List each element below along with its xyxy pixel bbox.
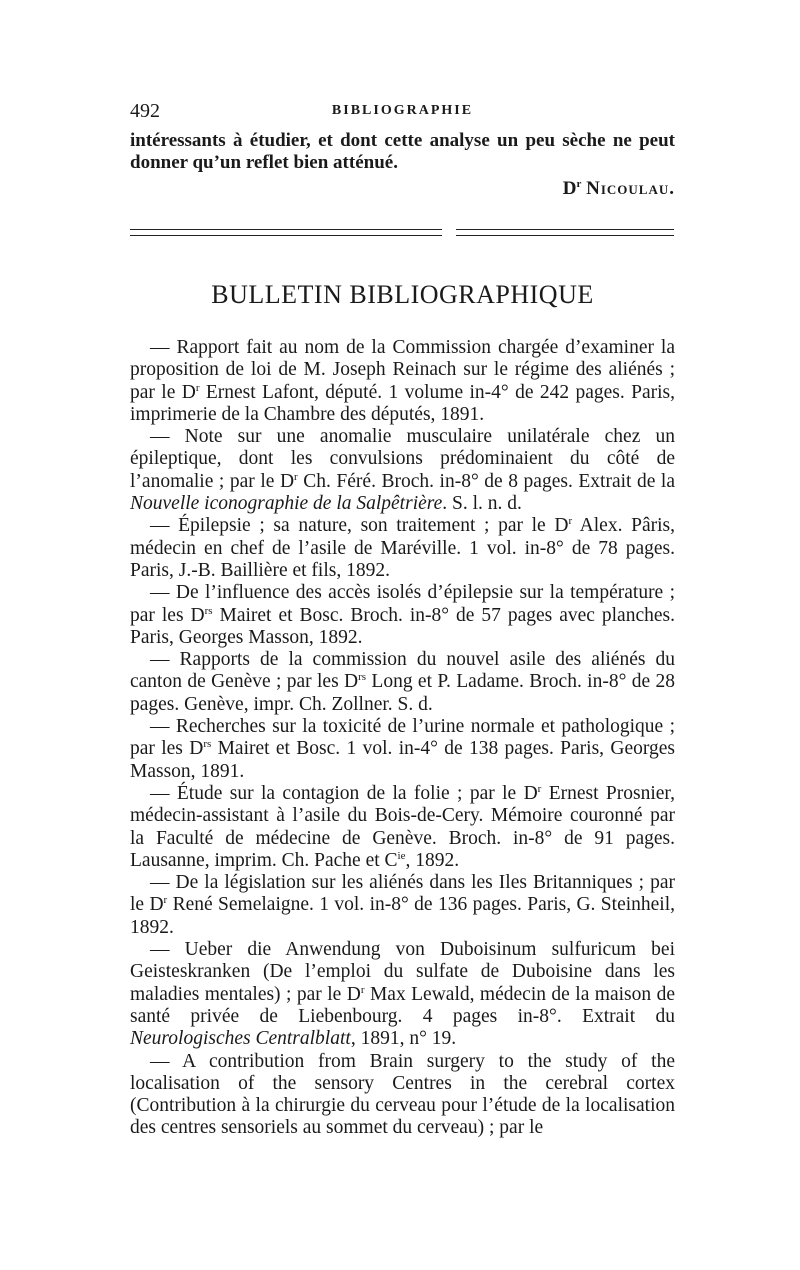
- bibliography-entries: [130, 337, 675, 1140]
- entry-superscript: r: [360, 983, 365, 996]
- signature: [563, 178, 675, 200]
- bibliography-entry: [130, 716, 675, 783]
- entry-text: Mairet et Bosc. Broch. in-8° de 57 pages avec planches. Paris, Georges Masson, 1892.: [130, 604, 675, 648]
- bibliography-entry: [130, 939, 675, 1050]
- entry-text: — Ueber die Anwendung von Duboisinum sulfuricum bei Geisteskranken (De l’emploi du sulfate de Duboisine dans les maladies mentales) ; par le D: [130, 939, 675, 1005]
- entry-text: — Rapports de la commission du nouvel asile des aliénés du canton de Genève ; par les D: [130, 649, 675, 693]
- entry-superscript: r: [195, 381, 200, 394]
- entry-superscript: rs: [358, 671, 367, 684]
- entry-text: Ernest Prosnier, médecin-assistant à l’asile du Bois-de-Cery. Mémoire couronné par la Faculté de médecine de Genève. Broch. in-8° de 91 pages. Lausanne, imprim. Ch. Pache et C: [130, 782, 676, 871]
- page-number: 492: [130, 100, 160, 122]
- entry-text: — Étude sur la contagion de la folie ; par le D: [150, 782, 538, 804]
- entry-text: — Recherches sur la toxicité de l’urine normale et pathologique ; par les D: [130, 716, 675, 760]
- entry-text: — Note sur une anomalie musculaire unilatérale chez un épileptique, dont les convulsions prédominaient du côté de l’anomalie ; par le D: [130, 426, 675, 492]
- entry-superscript: r: [163, 894, 168, 907]
- bibliography-entry: [130, 1051, 675, 1140]
- double-rule-right: [456, 229, 674, 236]
- entry-text: , 1891, n° 19.: [350, 1028, 457, 1050]
- entry-text: Ch. Féré. Broch. in-8° de 8 pages. Extrait de la: [297, 470, 675, 492]
- entry-text: — Épilepsie ; sa nature, son traitement ; par le D: [150, 515, 569, 537]
- entry-text: René Semelaigne. 1 vol. in-8° de 136 pages. Paris, G. Steinheil, 1892.: [130, 894, 676, 938]
- entry-text: — A contribution from Brain surgery to the study of the localisation of the sensory Centres in the cerebral cortex (Contribution à la chirurgie du cerveau pour l’étude de la localisation des centres sensoriels au sommet du cerveau) ; par le: [130, 1050, 675, 1139]
- entry-superscript: rs: [204, 604, 213, 617]
- bibliography-entry: [130, 649, 675, 716]
- section-title: BULLETIN BIBLIOGRAPHIQUE: [211, 280, 594, 309]
- entry-text: — Rapport fait au nom de la Commission chargée d’examiner la proposition de loi de M. Joseph Reinach sur le régime des aliénés ; par le D: [130, 337, 675, 403]
- entry-text: Mairet et Bosc. 1 vol. in-4° de 138 pages. Paris, Georges Masson, 1891.: [130, 738, 675, 782]
- page-header: [130, 100, 675, 124]
- entry-italic-title: Nouvelle iconographie de la Salpêtrière: [130, 493, 443, 515]
- entry-superscript: r: [568, 515, 573, 528]
- entry-text: — De l’influence des accès isolés d’épilepsie sur la température ; par les D: [130, 582, 675, 626]
- bibliography-entry: [130, 426, 675, 515]
- bibliography-entry: [130, 337, 675, 426]
- signature-prefix: D: [562, 178, 577, 199]
- bibliography-entry: [130, 783, 675, 872]
- signature-name: Nicoulau.: [586, 178, 675, 199]
- entry-text: , 1892.: [405, 849, 460, 871]
- entry-text: Ernest Lafont, député. 1 volume in-4° de 242 pages. Paris, imprimerie de la Chambre des députés, 1891.: [130, 381, 675, 425]
- entry-text: — De la législation sur les aliénés dans les Iles Britanniques ; par le D: [130, 872, 675, 916]
- double-rule-left: [130, 229, 442, 236]
- entry-italic-title: Neurologisches Centralblatt: [130, 1028, 351, 1050]
- bibliography-entry: [130, 872, 675, 939]
- running-head: BIBLIOGRAPHIE: [331, 103, 474, 118]
- entry-text: Max Lewald, médecin de la maison de santé privée de Liebenbourg. 4 pages in-8°. Extrait du: [130, 983, 675, 1027]
- entry-superscript: rs: [203, 738, 212, 751]
- entry-superscript: r: [294, 470, 298, 483]
- entry-text: . S. l. n. d.: [442, 493, 522, 515]
- entry-superscript: r: [537, 782, 542, 795]
- signature-sup: r: [576, 178, 582, 190]
- intro-paragraph: [130, 130, 675, 175]
- intro-text: intéressants à étudier, et dont cette analyse un peu sèche ne peut donner qu’un reflet bien atténué.: [130, 130, 675, 174]
- bibliography-entry: [130, 582, 675, 649]
- bibliography-entry: [130, 515, 675, 582]
- entry-text: Alex. Pâris, médecin en chef de l’asile de Maréville. 1 vol. in-8° de 78 pages. Paris, J.-B. Baillière et fils, 1892.: [130, 515, 675, 581]
- entry-text: Long et P. Ladame. Broch. in-8° de 28 pages. Genève, impr. Ch. Zollner. S. d.: [130, 671, 675, 715]
- entry-superscript: ie: [397, 849, 406, 862]
